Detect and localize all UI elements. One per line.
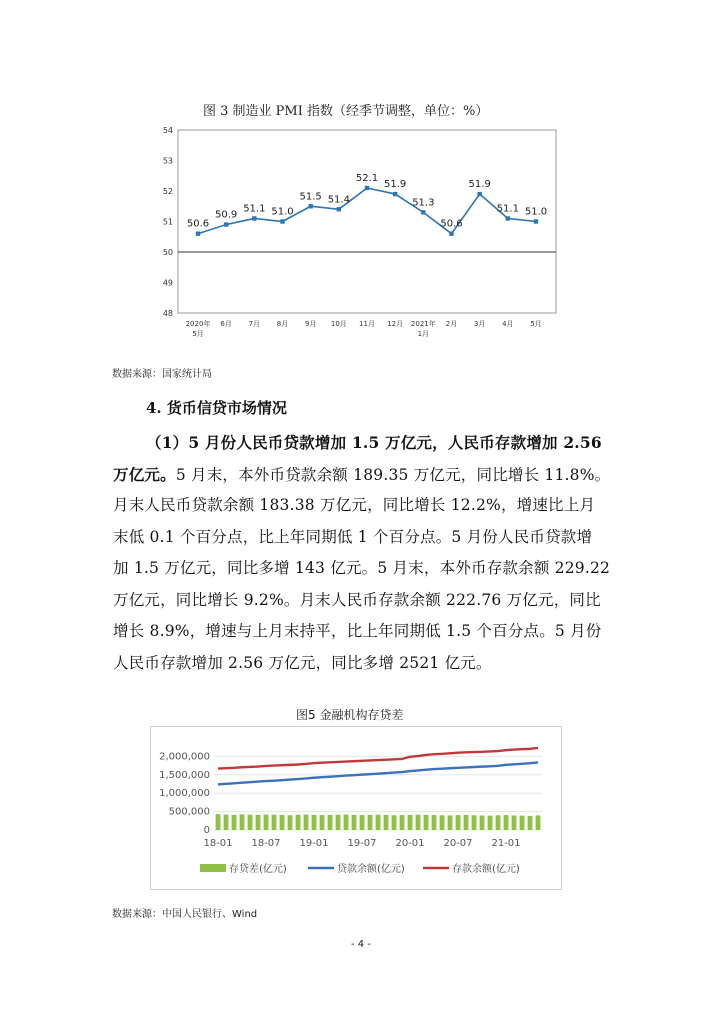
- legend-label: 存贷差(亿元): [229, 864, 287, 875]
- deposit-loan-chart: [150, 726, 562, 890]
- gap-bar: [240, 814, 245, 830]
- gap-bar: [384, 815, 389, 830]
- data-label: 50.9: [215, 209, 238, 221]
- x-tick-label-line2: 1月: [417, 330, 430, 338]
- gap-bar: [528, 816, 533, 830]
- gap-bar: [480, 815, 485, 830]
- gap-bar: [360, 815, 365, 830]
- paragraph-line: [113, 648, 492, 680]
- gap-bar: [256, 815, 261, 830]
- gap-bar: [344, 815, 349, 830]
- paragraph-line: [113, 585, 601, 617]
- y-tick-label: 53: [162, 156, 173, 166]
- data-label: 51.5: [299, 191, 322, 203]
- paragraph-line: [146, 427, 602, 460]
- y-tick-label: 1,000,000: [159, 788, 210, 800]
- gap-bar: [496, 815, 501, 830]
- paragraph-line: [113, 616, 602, 648]
- gap-bar: [248, 815, 253, 830]
- gap-bar: [312, 815, 317, 830]
- y-tick-label: 54: [162, 126, 173, 135]
- pmi-point: [196, 232, 200, 236]
- gap-bar: [400, 815, 405, 830]
- x-tick-label-line2: 5月: [192, 330, 204, 338]
- data-label: 50.6: [186, 218, 210, 230]
- body-text: 增长 8.9%，增速与上月末持平，比上年同期低 1.5 个百分点。5 月份: [113, 622, 602, 640]
- gap-bar: [472, 815, 477, 830]
- paragraph-line: [113, 553, 610, 585]
- data-label: 51.0: [524, 206, 548, 218]
- data-label: 51.1: [243, 203, 266, 215]
- pmi-point: [393, 192, 397, 196]
- body-text: 万亿元，同比增长 9.2%。月末人民币存款余额 222.76 万亿元，同比: [113, 590, 601, 609]
- body-text: 5 月末，本外币贷款余额 189.35 万亿元，同比增长 11.8%。: [175, 465, 611, 484]
- paragraph-line: [113, 490, 595, 522]
- x-tick-label: 4月: [502, 320, 514, 328]
- data-label: 50.6: [440, 218, 463, 230]
- y-tick-label: 2,000,000: [159, 751, 210, 763]
- pmi-point: [365, 186, 369, 190]
- legend-label: 存款余额(亿元): [452, 864, 520, 875]
- x-tick-label: 12月: [387, 320, 404, 328]
- legend-swatch-bar: [200, 864, 226, 872]
- y-tick-label: 0: [203, 825, 210, 836]
- gap-bar: [296, 815, 301, 830]
- x-tick-label: 11月: [359, 320, 375, 328]
- pmi-point: [224, 222, 228, 226]
- y-tick-label: 49: [162, 278, 173, 288]
- gap-bar: [512, 815, 517, 830]
- gap-bar: [288, 815, 293, 830]
- gap-bar: [368, 815, 373, 830]
- gap-bar: [376, 815, 381, 830]
- x-tick-label: 2021年: [410, 320, 436, 328]
- x-tick-label: 20-07: [443, 838, 473, 849]
- pmi-point: [308, 204, 312, 208]
- gap-bar: [320, 815, 325, 830]
- paragraph-line: [113, 459, 610, 492]
- data-label: 51.0: [271, 206, 294, 218]
- gap-bar: [432, 815, 437, 830]
- figure3-source: 数据来源：国家统计局: [112, 369, 212, 380]
- gap-bar: [464, 815, 469, 830]
- x-tick-label: 6月: [220, 320, 232, 328]
- plot-area: [178, 130, 556, 313]
- pmi-point: [421, 210, 425, 214]
- gap-bar: [304, 815, 309, 830]
- gap-bar: [456, 815, 461, 830]
- gap-bar: [416, 815, 421, 830]
- pmi-point: [449, 232, 453, 236]
- bold-lead-text: 万亿元。: [113, 464, 176, 484]
- y-tick-label: 48: [162, 309, 173, 318]
- pmi-point: [280, 219, 284, 223]
- gap-bar: [424, 815, 429, 830]
- x-tick-label: 19-07: [347, 838, 377, 849]
- figure3-caption: 图 3 制造业 PMI 指数（经季节调整，单位：%）: [203, 104, 489, 119]
- gap-bar: [408, 815, 413, 830]
- gap-bar: [448, 815, 453, 830]
- gap-bar: [264, 815, 269, 830]
- section-heading: 4. 货币信贷市场情况: [146, 399, 287, 417]
- data-label: 51.3: [412, 197, 435, 209]
- pmi-point: [252, 216, 256, 220]
- page-number: - 4 -: [351, 939, 371, 950]
- gap-bar: [392, 815, 397, 830]
- gap-bar: [216, 814, 221, 830]
- x-tick-label: 3月: [473, 320, 486, 328]
- y-tick-label: 52: [162, 187, 173, 196]
- data-label: 51.1: [496, 203, 519, 215]
- x-tick-label: 20-01: [395, 838, 425, 849]
- gap-bar: [224, 815, 229, 830]
- gap-bar: [352, 815, 357, 830]
- gap-bar: [504, 815, 509, 830]
- figure5-caption: 图5 金融机构存贷差: [296, 708, 404, 722]
- bold-lead-text: （1）5 月份人民币贷款增加 1.5 万亿元，人民币存款增加 2.56: [146, 433, 602, 452]
- pmi-point: [506, 216, 510, 220]
- gap-bar: [520, 816, 525, 830]
- x-tick-label: 18-07: [251, 838, 281, 849]
- y-tick-label: 50: [162, 248, 173, 257]
- x-tick-label: 9月: [304, 320, 317, 328]
- x-tick-label: 2020年: [185, 320, 211, 328]
- pmi-point: [534, 219, 538, 223]
- gap-bar: [272, 815, 277, 830]
- x-tick-label: 18-01: [203, 838, 233, 849]
- data-label: 51.9: [384, 179, 407, 191]
- gap-bar: [536, 815, 541, 830]
- y-tick-label: 500,000: [168, 806, 210, 818]
- pmi-point: [477, 192, 481, 196]
- x-tick-label: 2月: [445, 320, 458, 328]
- x-tick-label: 5月: [530, 320, 542, 328]
- body-text: 加 1.5 万亿元，同比多增 143 亿元。5 月末，本外币存款余额 229.22: [113, 559, 611, 577]
- gap-bar: [488, 816, 493, 830]
- gap-bar: [280, 815, 285, 830]
- x-tick-label: 8月: [276, 320, 289, 328]
- x-tick-label: 7月: [248, 320, 261, 328]
- x-tick-label: 10月: [330, 320, 347, 328]
- pmi-line-chart: [148, 122, 568, 354]
- legend-label: 贷款余额(亿元): [337, 864, 405, 875]
- data-label: 51.9: [468, 179, 491, 191]
- gap-bar: [232, 815, 237, 830]
- data-label: 52.1: [355, 172, 379, 184]
- paragraph-line: [113, 522, 592, 554]
- y-tick-label: 1,500,000: [159, 769, 210, 781]
- x-tick-label: 19-01: [299, 838, 329, 849]
- gap-bar: [328, 815, 333, 830]
- x-tick-label: 21-01: [491, 838, 521, 849]
- data-label: 51.4: [327, 194, 350, 206]
- figure5-source: 数据来源：中国人民银行、Wind: [112, 909, 258, 920]
- gap-bar: [440, 815, 445, 830]
- gap-bar: [336, 815, 341, 830]
- body-text: 月末人民币贷款余额 183.38 万亿元，同比增长 12.2%，增速比上月: [113, 496, 596, 514]
- y-tick-label: 51: [162, 217, 173, 227]
- pmi-point: [337, 207, 341, 211]
- body-text: 末低 0.1 个百分点，比上年同期低 1 个百分点。5 月份人民币贷款增: [113, 527, 593, 546]
- body-text: 人民币存款增加 2.56 万亿元，同比多增 2521 亿元。: [113, 653, 492, 672]
